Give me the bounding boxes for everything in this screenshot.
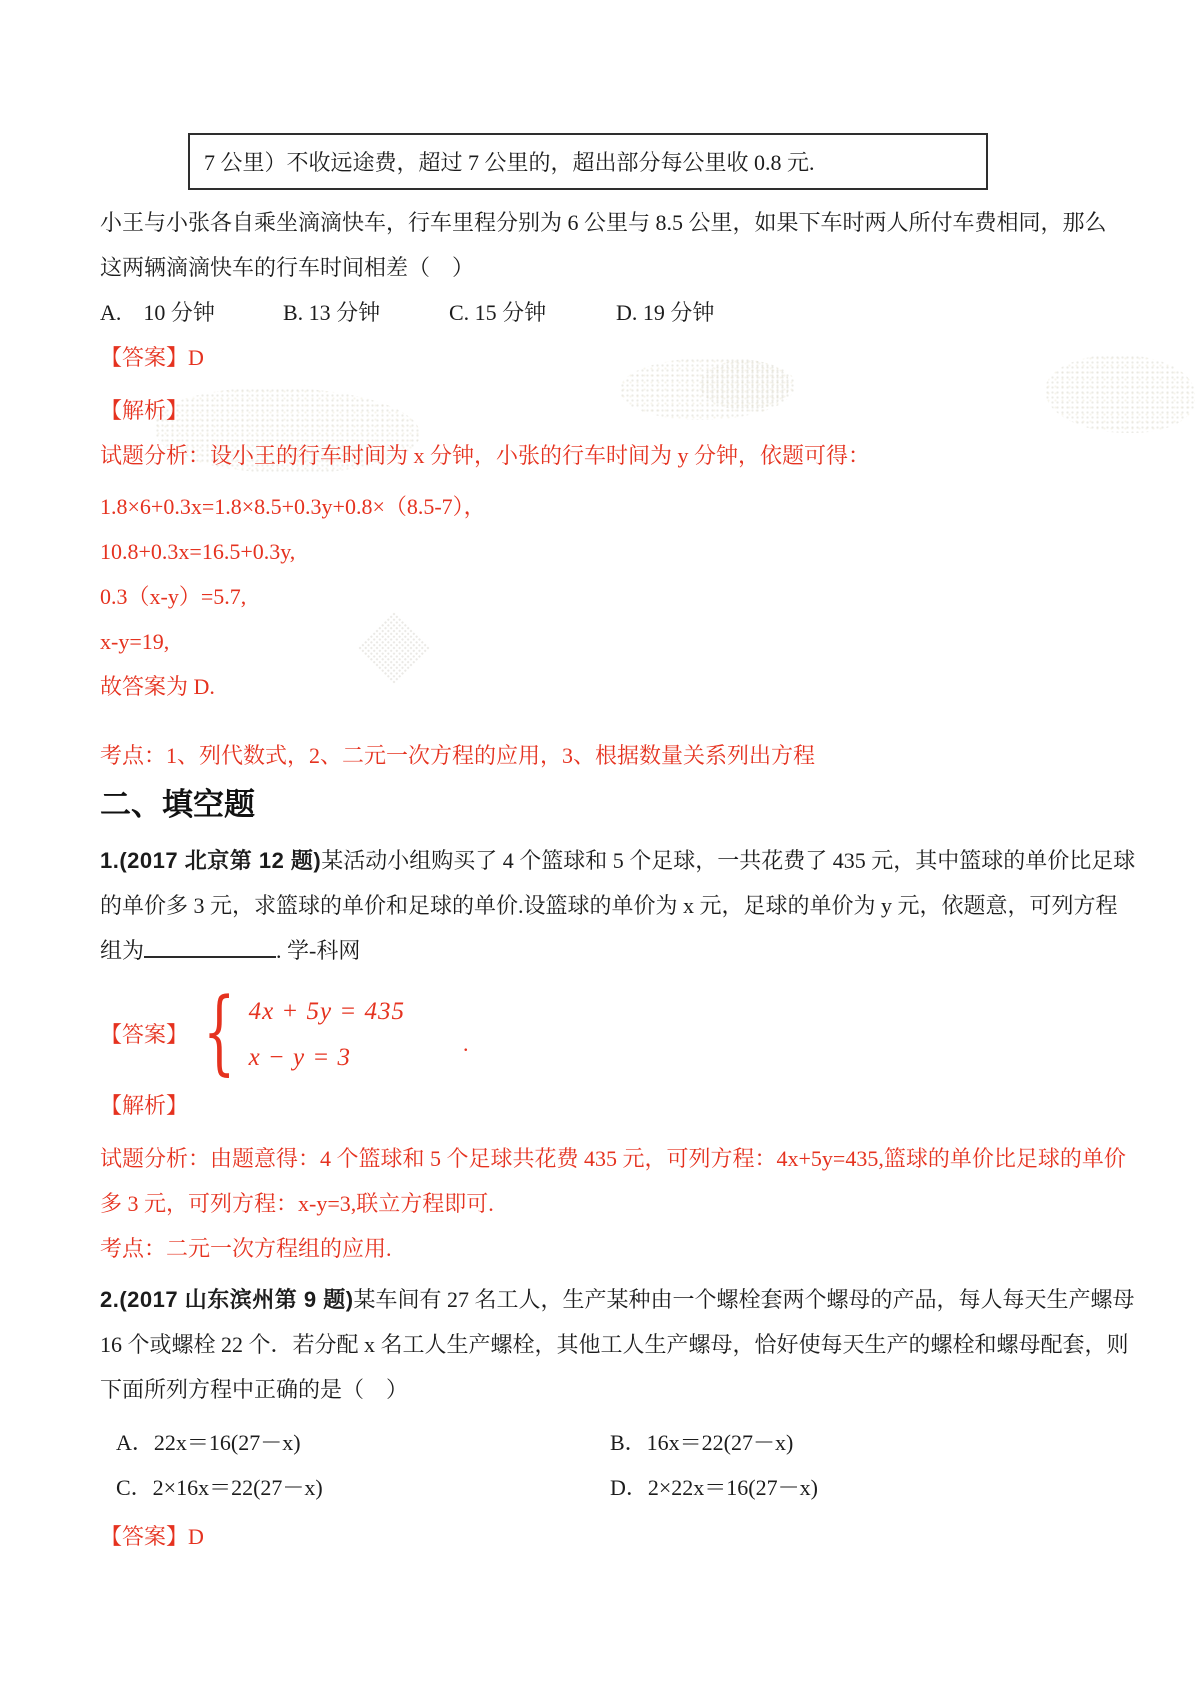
choice-a: A. 10 分钟 xyxy=(100,300,215,325)
choice-a: A．22x＝16(27－x) xyxy=(116,1430,301,1455)
choice-row xyxy=(116,1420,1104,1465)
choice-d: D．2×22x＝16(27－x) xyxy=(610,1475,818,1500)
fare-rule-text: 7 公里）不收远途费，超过 7 公里的，超出部分每公里收 0.8 元. xyxy=(204,150,815,175)
answer-label: 【答案】 xyxy=(100,1524,189,1549)
question-text: 组为 xyxy=(100,938,145,963)
analysis-line: 10.8+0.3x=16.5+0.3y, xyxy=(100,539,296,564)
answer-line xyxy=(100,1514,1104,1559)
analysis-line: 1.8×6+0.3x=1.8×8.5+0.3y+0.8×（8.5-7）， xyxy=(100,494,486,519)
answer-value: D xyxy=(188,345,204,370)
choice-c: C. 15 分钟 xyxy=(449,300,547,325)
fare-rule-box xyxy=(188,133,988,190)
question-line: 这两辆滴滴快车的行车时间相差（ ） xyxy=(100,255,475,280)
choice-b: B. 13 分钟 xyxy=(283,300,381,325)
answer-label: 【答案】 xyxy=(100,1022,189,1047)
question-line: 16 个或螺栓 22 个．若分配 x 名工人生产螺栓，其他工人生产螺母，恰好使每天生产的螺栓和螺母配套，则 xyxy=(100,1332,1129,1357)
equation-line: x − y = 3 xyxy=(248,1044,351,1071)
choice-c: C．2×16x＝22(27－x) xyxy=(116,1475,323,1500)
analysis-line: 试题分析：设小王的行车时间为 x 分钟，小张的行车时间为 y 分钟，依题可得： xyxy=(100,443,871,468)
analysis-line: 多 3 元，可列方程：x-y=3,联立方程即可. xyxy=(100,1191,494,1216)
analysis-line: x-y=19, xyxy=(100,629,170,654)
choice-row xyxy=(100,290,1104,335)
question-tag: 1.(2017 北京第 12 题) xyxy=(100,848,322,873)
answer-equation-block xyxy=(100,978,1104,1085)
analysis-label: 【解析】 xyxy=(100,398,189,423)
question-line: 的单价多 3 元，求篮球的单价和足球的单价.设篮球的单价为 x 元，足球的单价为 y 元，依题意，可列方程 xyxy=(100,893,1118,918)
analysis-line: 0.3（x-y）=5.7, xyxy=(100,584,247,609)
section-heading: 二、填空题 xyxy=(100,787,255,822)
analysis-label: 【解析】 xyxy=(100,1093,189,1118)
choice-b: B．16x＝22(27－x) xyxy=(610,1430,794,1455)
answer-label: 【答案】 xyxy=(100,345,189,370)
question-line xyxy=(100,1277,1135,1322)
choice-d: D. 19 分钟 xyxy=(616,300,715,325)
fill-in-blank xyxy=(144,936,276,958)
answer-value: D xyxy=(188,1524,204,1549)
equation-line: 4x + 5y = 435 xyxy=(248,998,405,1025)
question-line xyxy=(100,928,1104,973)
period: . xyxy=(463,1031,469,1056)
question-text: . 学-科网 xyxy=(276,938,361,963)
question-text: 某活动小组购买了 4 个篮球和 5 个足球，一共花费了 435 元，其中篮球的单价比足球 xyxy=(321,848,1136,873)
answer-line xyxy=(100,335,1104,380)
question-tag: 2.(2017 山东滨州第 9 题) xyxy=(100,1287,354,1312)
analysis-line: 试题分析：由题意得：4 个篮球和 5 个足球共花费 435 元，可列方程：4x+5y=435,篮球的单价比足球的单价 xyxy=(100,1146,1126,1171)
kaodian-line: 考点：1、列代数式，2、二元一次方程的应用，3、根据数量关系列出方程 xyxy=(100,743,816,768)
question-line: 小王与小张各自乘坐滴滴快车，行车里程分别为 6 公里与 8.5 公里，如果下车时两人所付车费相同，那么 xyxy=(100,210,1107,235)
equation-system xyxy=(249,989,405,1081)
kaodian-line: 考点：二元一次方程组的应用. xyxy=(100,1236,392,1261)
choice-row xyxy=(116,1465,1104,1510)
question-text: 某车间有 27 名工人，生产某种由一个螺栓套两个螺母的产品，每人每天生产螺母 xyxy=(353,1287,1135,1312)
analysis-line: 故答案为 D. xyxy=(100,674,215,699)
left-brace: { xyxy=(203,978,236,1085)
question-line: 下面所列方程中正确的是（ ） xyxy=(100,1377,409,1402)
question-line xyxy=(100,838,1136,883)
